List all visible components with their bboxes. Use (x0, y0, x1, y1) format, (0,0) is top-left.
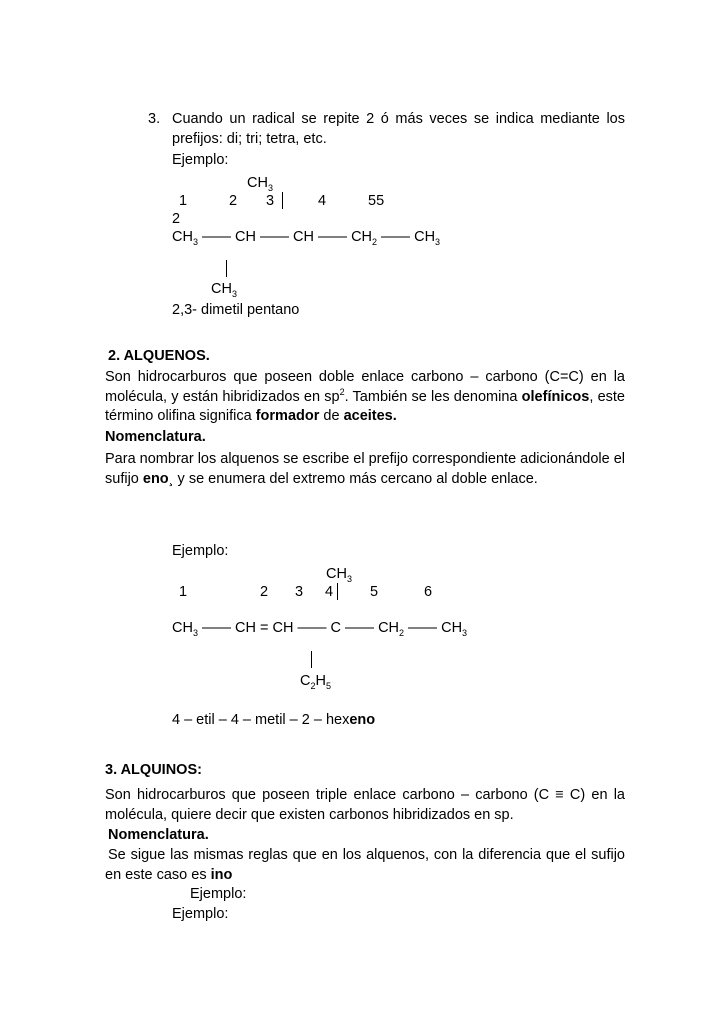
carbon-number-2: 2 (260, 584, 269, 600)
example-label: Ejemplo: (190, 886, 247, 902)
section-heading-alquinos: 3. ALQUINOS: (105, 762, 202, 778)
carbon-number-1: 1 (179, 584, 188, 600)
section-heading-alquenos: 2. ALQUENOS. (108, 348, 210, 364)
carbon-number-4: 4 (318, 193, 327, 209)
branch-ethyl-bottom: $C_2H_5$ (300, 673, 331, 691)
paragraph-alquenos-nomenclature: Para nombrar los alquenos se escribe el prefijo correspondiente adicionándole el sufijo eno¸ y se enumera del extremo más cercano al doble enlace. (105, 451, 625, 487)
branch-methyl-top: $CH_3$ (247, 175, 273, 193)
bond-vertical (282, 192, 283, 209)
carbon-number-3: 3 (295, 584, 304, 600)
carbon-number-6: 6 (424, 584, 433, 600)
bond-vertical (226, 260, 227, 277)
paragraph-alquinos-nomenclature: Se sigue las mismas reglas que en los alquenos, con la diferencia que el sufijo en este caso es ino (105, 847, 625, 883)
example-label: Ejemplo: (172, 906, 229, 922)
main-chain: $CH_3$ —— CH —— CH —— $CH_2$ —— $CH_3$ (172, 229, 441, 247)
carbon-number-5: 5 (370, 584, 379, 600)
carbon-number-4: 4 (325, 584, 334, 600)
list-item-text-line2: prefijos: di; tri; tetra, etc. (172, 131, 327, 147)
subheading-nomenclatura: Nomenclatura. (105, 429, 206, 445)
carbon-number-5: 55 (368, 193, 385, 209)
paragraph-alquinos-definition: Son hidrocarburos que poseen triple enlace carbono – carbono (C ≡ C) en la molécula, quiere decir que existen carbonos hibridizados en sp. (105, 787, 625, 823)
paragraph-alquenos-definition: Son hidrocarburos que poseen doble enlace carbono – carbono (C=C) en la molécula, y están hibridizados en $sp^2$. También se les denomina olefínicos, este término olifina significa formador de aceites. (105, 369, 625, 424)
list-item-text-line1: Cuando un radical se repite 2 ó más veces se indica mediante los (172, 111, 625, 127)
list-number: 3. (148, 111, 161, 127)
example-label: Ejemplo: (172, 152, 229, 168)
carbon-number-2: 2 (229, 193, 238, 209)
main-chain: $CH_3$ —— CH = CH —— C —— $CH_2$ —— $CH_3$ (172, 620, 468, 638)
branch-methyl-bottom: $CH_3$ (211, 281, 237, 299)
bond-vertical (337, 583, 338, 600)
bond-vertical (311, 651, 312, 668)
subheading-nomenclatura: Nomenclatura. (108, 827, 209, 843)
example-label: Ejemplo: (172, 543, 229, 559)
carbon-number-1: 1 (179, 193, 188, 209)
compound-name: 4 – etil – 4 – metil – 2 – hexeno (172, 712, 376, 728)
carbon-number-extra: 2 (172, 211, 181, 227)
carbon-number-3: 3 (266, 193, 275, 209)
branch-methyl-top: $CH_3$ (326, 566, 352, 584)
compound-name: 2,3- dimetil pentano (172, 302, 300, 318)
